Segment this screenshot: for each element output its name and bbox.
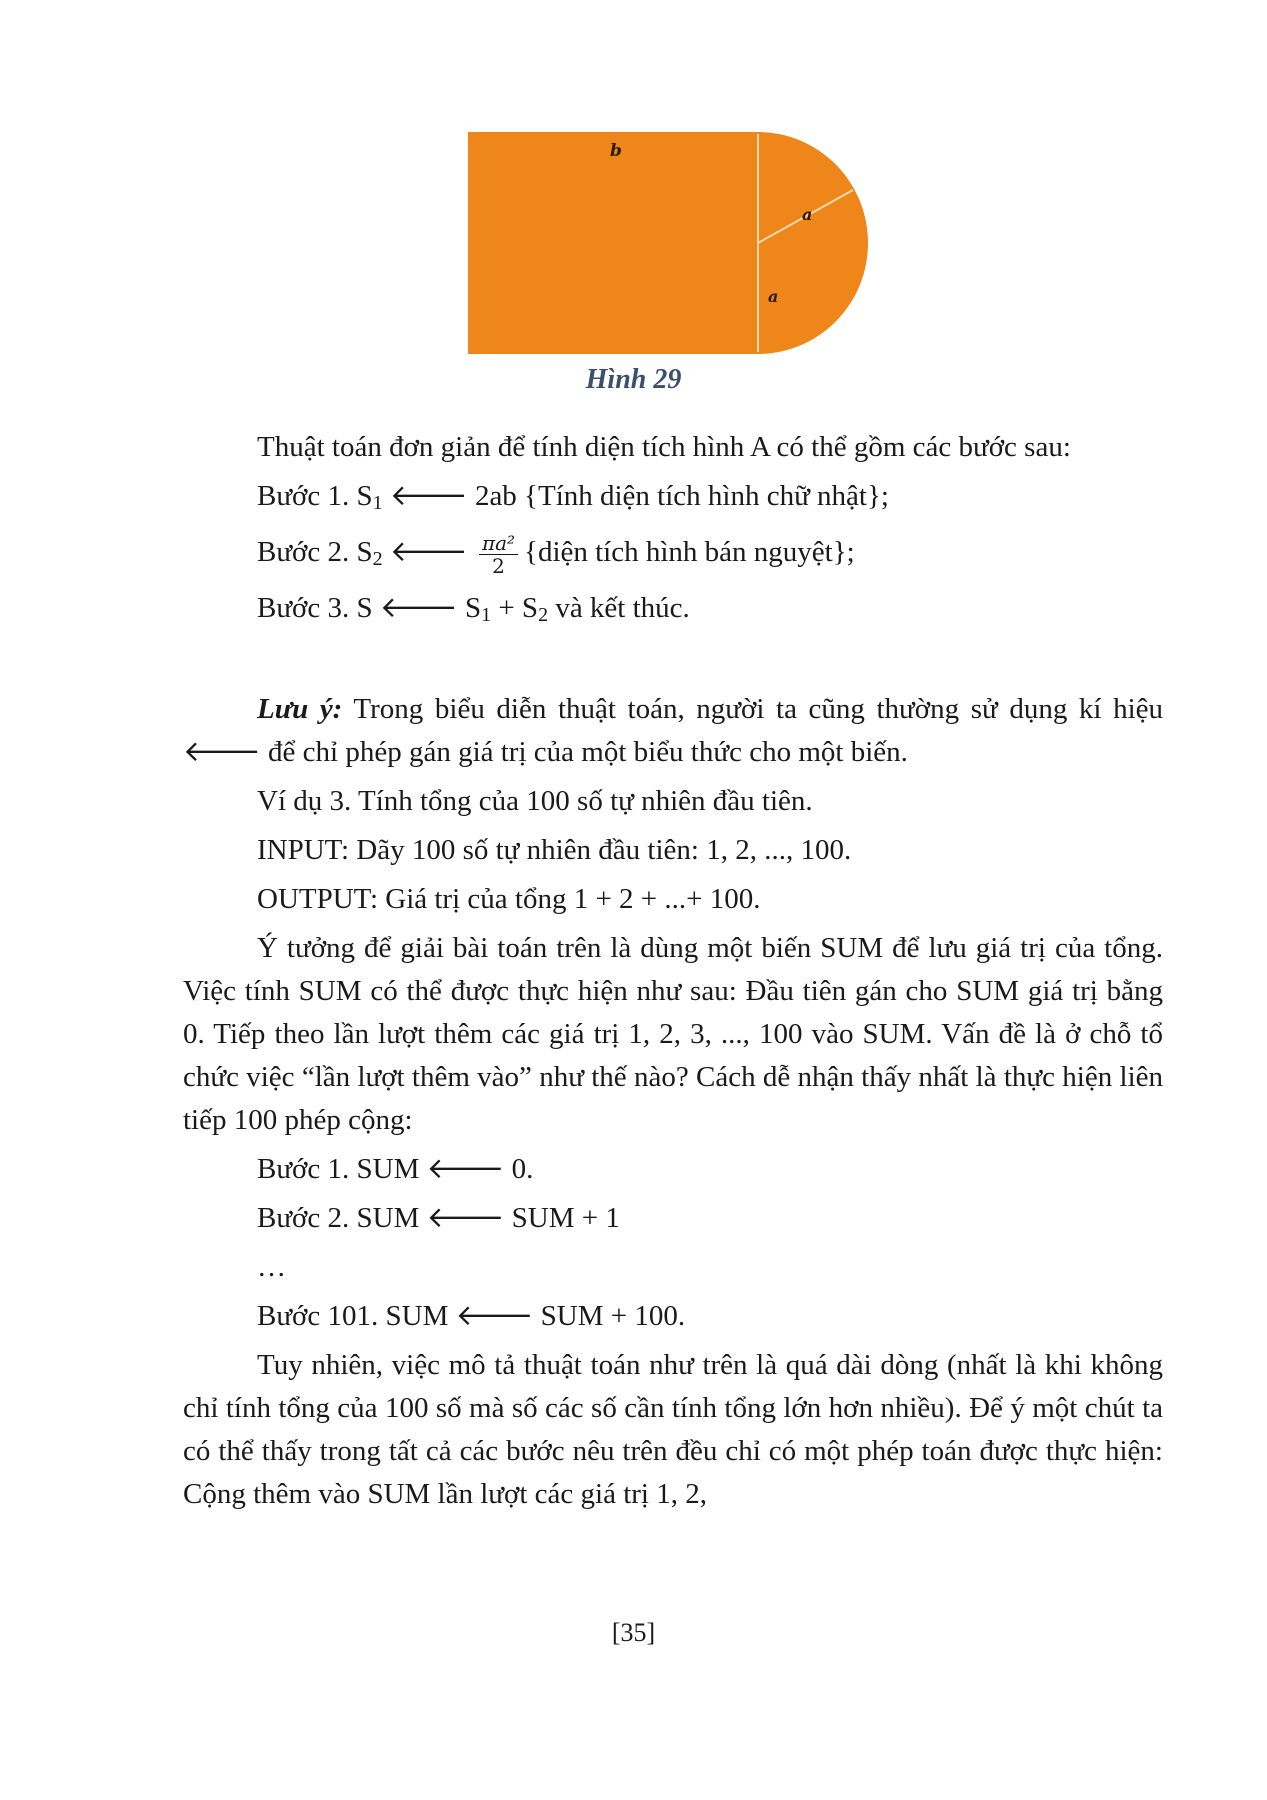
assign-arrow-icon: 🡐 [379, 592, 458, 624]
label-a-side: a [768, 287, 779, 306]
example-output: OUTPUT: Giá trị của tổng 1 + 2 + ...+ 100. [257, 883, 761, 915]
rectangle-with-semicircle [468, 132, 868, 354]
sum-step-1: Bước 1. SUM 🡐 0. [257, 1153, 534, 1185]
note-label: Lưu ý: [257, 693, 343, 725]
sum-step-101: Bước 101. SUM 🡐 SUM + 100. [257, 1300, 686, 1332]
assign-arrow-icon: 🡐 [389, 480, 468, 512]
pi-a-squared-over-2: $\frac{\text{πa²}}{2}$ [479, 532, 518, 577]
intro-paragraph: Thuật toán đơn giản để tính diện tích hình A có thể gồm các bước sau: [257, 431, 1071, 463]
assign-arrow-icon: 🡐 [389, 536, 468, 568]
sum-ellipsis: … [257, 1251, 286, 1283]
area-step-1: Bước 1. $S_1$ 🡐 2ab {Tính diện tích hình chữ nhật}; [257, 480, 889, 514]
figure-caption: Hình 29 [585, 364, 682, 395]
idea-paragraph: Ý tưởng để giải bài toán trên là dùng một biến SUM để lưu giá trị của tổng. Việc tính SUM có thể được thực hiện như sau: Đầu tiên gán cho SUM giá trị bằng 0. Tiếp theo lần lượt thêm các giá trị 1, 2, 3, ..., 100 vào SUM. Vấn đề là ở chỗ tổ chức việc “lần lượt thêm vào” như thế nào? Cách dễ nhận thấy nhất là thực hiện liên tiếp 100 phép cộng: [183, 932, 1163, 1136]
body-text [183, 426, 1163, 1516]
assign-arrow-icon: 🡐 [455, 1300, 534, 1332]
example-title: Ví dụ 3. Tính tổng của 100 số tự nhiên đầu tiên. [257, 785, 813, 817]
figure-29-shape [468, 132, 868, 354]
sum-step-2: Bước 2. SUM 🡐 SUM + 1 [257, 1202, 620, 1234]
assign-arrow-icon: 🡐 [426, 1153, 505, 1185]
area-step-3: Bước 3. S 🡐 $S_1 + S_2$ và kết thúc. [257, 592, 690, 626]
assign-arrow-icon: 🡐 [426, 1202, 505, 1234]
assign-arrow-icon: 🡐 [183, 736, 261, 768]
area-step-2: Bước 2. $S_2$ 🡐 $\frac{\text{πa²}}{2}$ {diện tích hình bán nguyệt}; [257, 530, 855, 578]
example-input: INPUT: Dãy 100 số tự nhiên đầu tiên: 1, 2, ..., 100. [257, 834, 852, 866]
label-a-radius: a [802, 205, 813, 224]
page-number: [35] [611, 1618, 656, 1647]
conclusion-paragraph: Tuy nhiên, việc mô tả thuật toán như trên là quá dài dòng (nhất là khi không chỉ tính tổng của 100 số mà số các số cần tính tổng lớn hơn nhiều). Để ý một chút ta có thể thấy trong tất cả các bước nêu trên đều chỉ có một phép toán được thực hiện: Cộng thêm vào SUM lần lượt các giá trị 1, 2, [183, 1349, 1163, 1510]
label-b: b [610, 141, 622, 161]
note-paragraph: Lưu ý: Trong biểu diễn thuật toán, người ta cũng thường sử dụng kí hiệu 🡐 để chỉ phép gán giá trị của một biểu thức cho một biến. [183, 693, 1163, 768]
